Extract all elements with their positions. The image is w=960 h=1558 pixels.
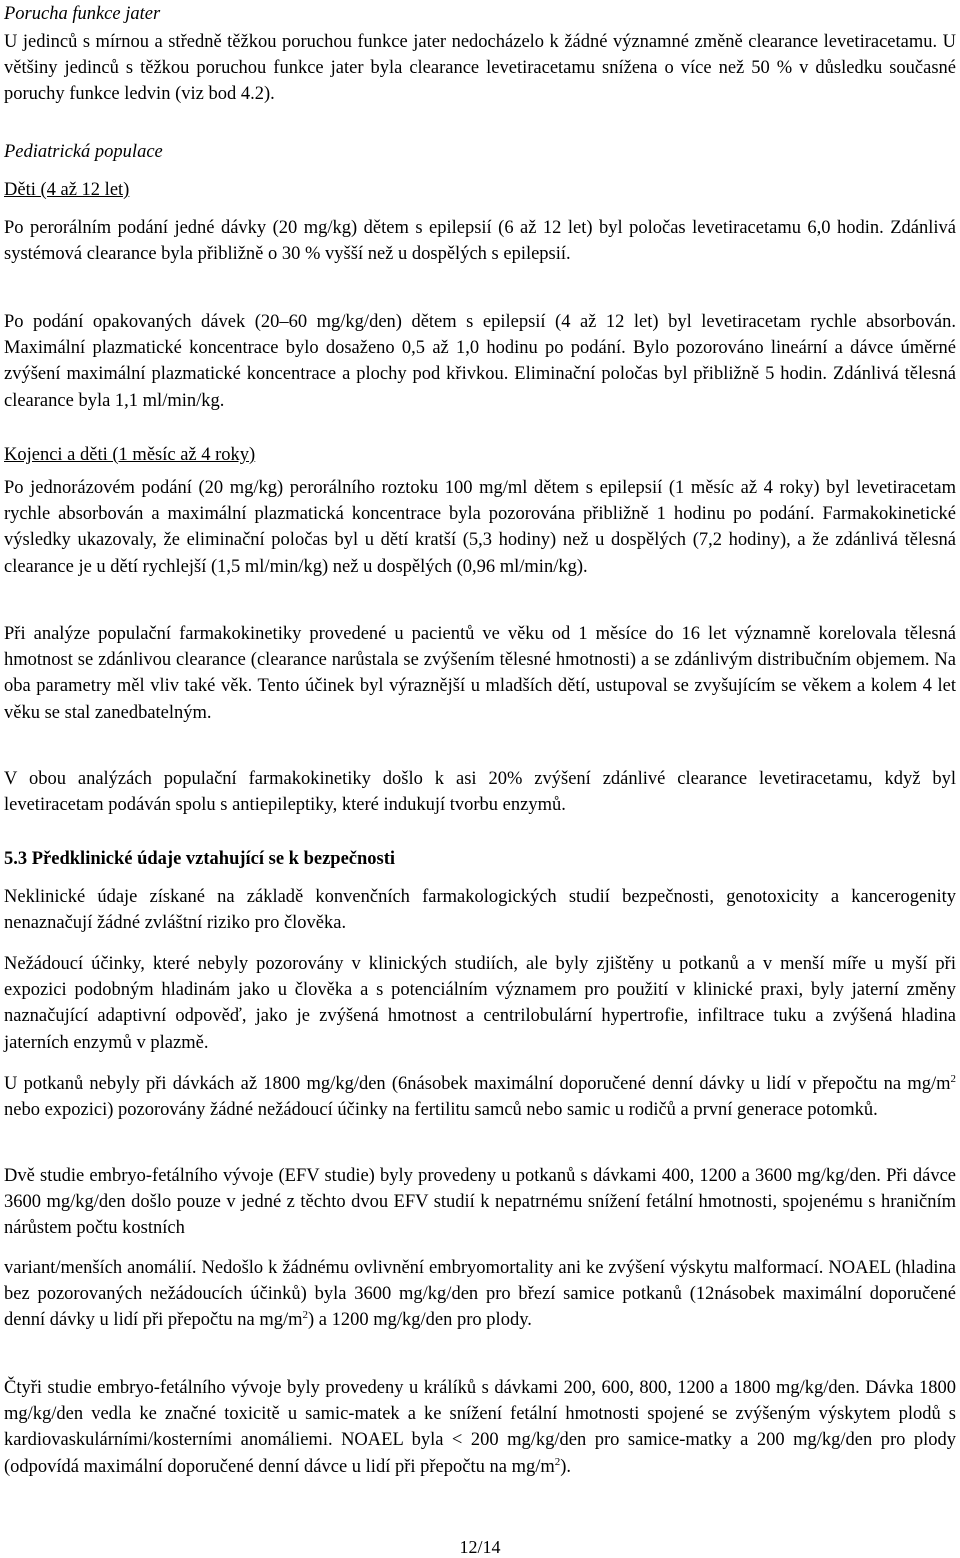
page-number: 12/14 — [459, 1537, 501, 1557]
infants-paragraph-1: Po jednorázovém podání (20 mg/kg) perorálního roztoku 100 mg/ml dětem s epilepsií (1 měsíc až 4 roky) byl levetiracetam rychle absorbován a maximální plazmatická koncentrace byla pozorována přibližně 1 hodinu po podání. Farmakokinetické výsledky ukazovaly, že eliminační poločas byl u dětí kratší (5,3 hodiny) než u dospělých (7,2 hodiny), a že zdánlivá tělesná clearance je u dětí rychlejší (1,5 ml/min/kg) než u dospělých (0,96 ml/min/kg). — [4, 478, 956, 577]
preclinical-paragraph-1: Neklinické údaje získané na základě konvenčních farmakologických studií bezpečnosti, genotoxicity a kancerogenity nenaznačují žádné zvláštní riziko pro člověka. — [4, 887, 956, 934]
infants-paragraph-2: Při analýze populační farmakokinetiky provedené u pacientů ve věku od 1 měsíce do 16 let významně korelovala tělesná hmotnost se zdánlivou clearance (clearance narůstala se zvýšením tělesné hmotnosti) a se zdánlivým distribučním objemem. Na oba parametry měl vliv také věk. Tento účinek byl výraznější u mladších dětí, ustupoval se zvyšujícím se věkem a kolem 4 let věku se stal zanedbatelným. — [4, 624, 956, 723]
liver-paragraph: U jedinců s mírnou a středně těžkou poruchou funkce jater nedocházelo k žádné významné změně clearance levetiracetamu. U většiny jedinců s těžkou poruchou funkce jater byla clearance levetiracetamu snížena o více než 50 % v důsledku současné poruchy funkce ledvin (viz bod 4.2). — [4, 32, 956, 105]
preclinical-paragraph-6-text-b: ). — [560, 1456, 572, 1477]
preclinical-paragraph-5-text-b: ) a 1200 mg/kg/den pro plody. — [308, 1310, 532, 1331]
liver-section-heading: Porucha funkce jater — [4, 4, 161, 24]
superscript-2: 2 — [950, 1073, 956, 1085]
preclinical-paragraph-6-text-a: Čtyři studie embryo-fetálního vývoje byly provedeny u králíků s dávkami 200, 600, 800, 1200 a 1800 mg/kg/den. Dávka 1800 mg/kg/den vedla ke značné toxicitě u samic-matek a ke snížení fetální hmotnosti spojené se zvýšeným výskytem plodů s kardiovaskulárními/kosterními anomáliemi. NOAEL byla < 200 mg/kg/den pro samice-matky a 200 mg/kg/den pro plody (odpovídá maximální doporučené denní dávce u lidí při přepočtu na mg/m — [4, 1378, 956, 1477]
preclinical-paragraph-2: Nežádoucí účinky, které nebyly pozorovány v klinických studiích, ale byly zjištěny u potkanů a v menší míře u myší při expozici podobným hladinám jako u člověka a s potenciálním významem pro použití v klinické praxi, byly jaterní změny naznačující adaptivní odpověď, jako je zvýšená hmotnost a centrilobulární hypertrofie, infiltrace tuku a zvýšená hladina jaterních enzymů v plazmě. — [4, 954, 956, 1053]
preclinical-paragraph-3-text-b: nebo expozici) pozorovány žádné nežádoucí účinky na fertilitu samců nebo samic u rodičů a první generace potomků. — [4, 1100, 878, 1121]
preclinical-paragraph-6 — [4, 1375, 956, 1480]
preclinical-paragraph-3 — [4, 1071, 956, 1123]
children-paragraph-2: Po podání opakovaných dávek (20–60 mg/kg/den) dětem s epilepsií (4 až 12 let) byl levetiracetam rychle absorbován. Maximální plazmatické koncentrace bylo dosaženo 0,5 až 1,0 hodinu po podání. Bylo pozorováno lineární a dávce úměrné zvýšení maximální plazmatické koncentrace a plochy pod křivkou. Eliminační poločas byl přibližně 5 hodin. Zdánlivá tělesná clearance byla 1,1 ml/min/kg. — [4, 312, 956, 411]
superscript-2: 2 — [302, 1309, 309, 1322]
preclinical-section-heading: 5.3 Předklinické údaje vztahující se k bezpečnosti — [4, 849, 396, 869]
infants-subheading: Kojenci a děti (1 měsíc až 4 roky) — [4, 445, 256, 465]
preclinical-paragraph-4: Dvě studie embryo-fetálního vývoje (EFV studie) byly provedeny u potkanů s dávkami 400, 1200 a 3600 mg/kg/den. Při dávce 3600 mg/kg/den došlo pouze v jedné z těchto dvou EFV studií k nepatrnému snížení fetální hmotnosti, spojenému s hraničním nárůstem počtu kostních — [4, 1166, 956, 1239]
infants-paragraph-3: V obou analýzách populační farmakokinetiky došlo k asi 20% zvýšení zdánlivé clearance levetiracetamu, když byl levetiracetam podáván spolu s antiepileptiky, které indukují tvorbu enzymů. — [4, 769, 956, 816]
preclinical-paragraph-3-text-a: U potkanů nebyly při dávkách až 1800 mg/kg/den (6násobek maximální doporučené denní dávky u lidí v přepočtu na mg/m — [4, 1074, 951, 1094]
preclinical-paragraph-5 — [4, 1255, 956, 1334]
children-paragraph-1: Po perorálním podání jedné dávky (20 mg/kg) dětem s epilepsií (6 až 12 let) byl poločas levetiracetamu 6,0 hodin. Zdánlivá systémová clearance byla přibližně o 30 % vyšší než u dospělých s epilepsií. — [4, 218, 956, 265]
preclinical-paragraph-5-text-a: variant/menších anomálií. Nedošlo k žádnému ovlivnění embryomortality ani ke zvýšení výskytu malformací. NOAEL (hladina bez pozorovaných nežádoucích účinků) byla 3600 mg/kg/den pro březí samice potkanů (12násobek maximální doporučené denní dávky u lidí při přepočtu na mg/m — [4, 1258, 956, 1331]
children-subheading: Děti (4 až 12 let) — [4, 180, 130, 200]
pediatric-section-heading: Pediatrická populace — [4, 142, 163, 162]
superscript-2: 2 — [554, 1455, 561, 1468]
